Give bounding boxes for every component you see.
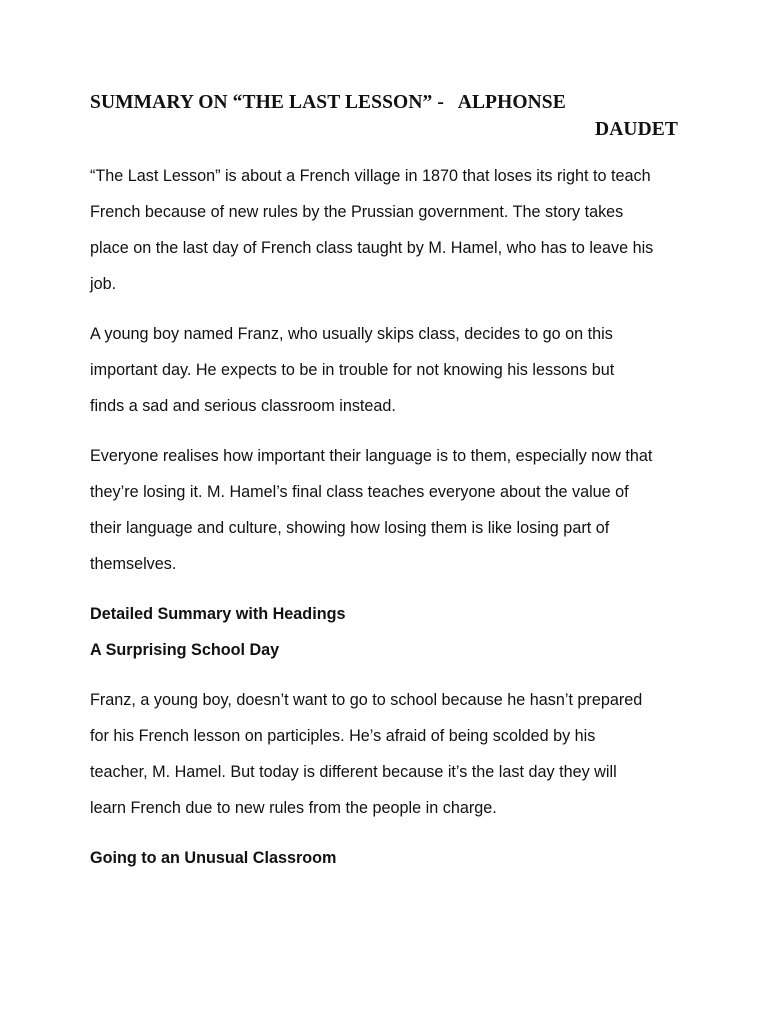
- paragraph-line: learn French due to new rules from the people in charge.: [90, 799, 497, 817]
- paragraph-line: Everyone realises how important their language is to them, especially now that: [90, 447, 653, 465]
- paragraph-line: A young boy named Franz, who usually skips class, decides to go on this: [90, 325, 613, 343]
- section-heading: Detailed Summary with Headings: [90, 605, 346, 623]
- paragraph-line: important day. He expects to be in trouble for not knowing his lessons but: [90, 361, 615, 379]
- paragraph-franz: [90, 316, 690, 424]
- paragraph-line: place on the last day of French class taught by M. Hamel, who has to leave his: [90, 239, 654, 257]
- paragraph-line: French because of new rules by the Prussian government. The story takes: [90, 203, 624, 221]
- paragraph-line: teacher, M. Hamel. But today is different because it’s the last day they will: [90, 763, 617, 781]
- paragraph-line: Franz, a young boy, doesn’t want to go to school because he hasn’t prepared: [90, 691, 643, 709]
- paragraph-intro: [90, 158, 690, 302]
- paragraph-line: their language and culture, showing how losing them is like losing part of: [90, 519, 610, 537]
- document-title-author: DAUDET: [595, 119, 678, 140]
- subsection-heading: Going to an Unusual Classroom: [90, 849, 337, 867]
- paragraph-school-day: [90, 682, 690, 826]
- paragraph-line: for his French lesson on participles. He’s afraid of being scolded by his: [90, 727, 596, 745]
- document-title: SUMMARY ON “THE LAST LESSON” - ALPHONSE: [90, 92, 566, 113]
- paragraph-language: [90, 438, 690, 582]
- subsection-heading: A Surprising School Day: [90, 641, 280, 659]
- paragraph-line: “The Last Lesson” is about a French village in 1870 that loses its right to teach: [90, 167, 651, 185]
- paragraph-line: finds a sad and serious classroom instead.: [90, 397, 396, 415]
- paragraph-line: themselves.: [90, 555, 177, 573]
- paragraph-line: job.: [90, 275, 117, 293]
- paragraph-line: they’re losing it. M. Hamel’s final class teaches everyone about the value of: [90, 483, 629, 501]
